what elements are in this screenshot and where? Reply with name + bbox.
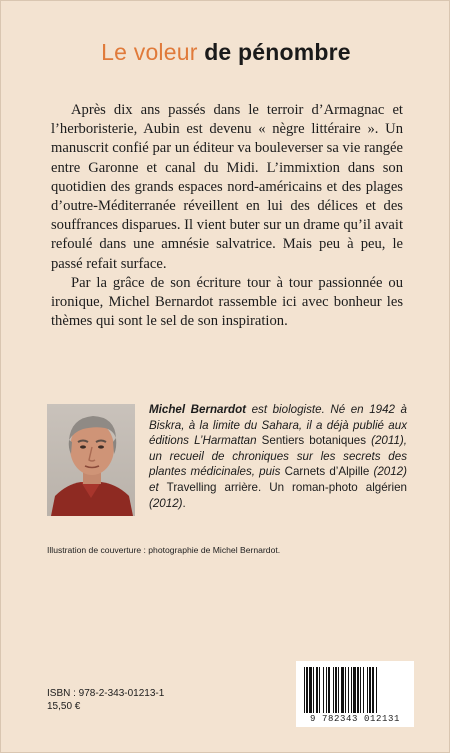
barcode-bar	[304, 667, 305, 713]
barcode-bar	[353, 667, 356, 713]
summary-paragraph-1: Après dix ans passés dans le terroir d’Armagnac et l’herboristerie, Aubin est devenu « nègre littéraire ». Un manuscrit confié par un éditeur va bouleverser sa vie rangée entre Garonne et canal du Midi. L’immixtion dans son quotidien des grands espaces nord-américains et des plages d’outre-Méditerranée réveillent en lui des délices et des souffrances disparues. Il vient buter sur un drame qu’il avait refoulé dans une amnésie salvatrice. Mais peu à peu, le passé refait surface.	[51, 102, 403, 272]
bio-publisher: L’Harmattan	[194, 434, 257, 448]
barcode-bar	[372, 667, 374, 713]
price: 15,50 €	[47, 701, 81, 712]
barcode-bars-icon	[296, 661, 414, 715]
bio-text-1: est biologiste. Né en 1942 à Biskra, à la limite du Sahara, il a déjà publié aux éditions	[149, 403, 407, 448]
barcode-bar	[309, 667, 312, 713]
barcode-bar	[369, 667, 371, 713]
barcode-bar	[326, 667, 327, 713]
barcode-bar	[376, 667, 377, 713]
barcode-bar	[316, 667, 318, 713]
barcode-bar	[351, 667, 352, 713]
bio-year-1: (2011)	[371, 434, 404, 448]
barcode-bar	[338, 667, 339, 713]
bio-end: .	[182, 496, 186, 510]
title-light-part: Le voleur	[101, 39, 198, 65]
barcode-bar	[360, 667, 361, 713]
barcode-bar	[313, 667, 314, 713]
bio-book-2: Carnets d’Alpille	[284, 465, 370, 479]
bio-text-3: et	[149, 480, 167, 494]
barcode-bar	[341, 667, 344, 713]
barcode-bar	[348, 667, 349, 713]
barcode-bar	[333, 667, 334, 713]
summary-text	[51, 101, 403, 331]
author-biography	[149, 402, 407, 511]
summary-paragraph-2: Par la grâce de son écriture tour à tour passionnée ou ironique, Michel Bernardot rassemble ici avec bonheur les thèmes qui sont le sel de son inspiration.	[51, 274, 403, 330]
title-bold-part: de pénombre	[204, 39, 351, 65]
bio-book-1: Sentiers botaniques	[256, 434, 372, 448]
barcode-bar	[319, 667, 320, 713]
barcode-bar	[345, 667, 346, 713]
barcode-bar	[367, 667, 368, 713]
cover-credit: Illustration de couverture : photographie de Michel Bernardot.	[47, 545, 281, 555]
bio-year-3: (2012)	[149, 496, 183, 510]
isbn-number: ISBN : 978-2-343-01213-1	[47, 688, 165, 699]
barcode-bar	[363, 667, 364, 713]
book-title	[1, 39, 450, 66]
barcode-digits: 9 782343 012131	[309, 714, 400, 724]
author-portrait-image	[47, 404, 135, 516]
isbn-block	[47, 687, 164, 713]
barcode-bar	[328, 667, 330, 713]
author-name: Michel Bernardot	[149, 403, 247, 416]
barcode-bar	[306, 667, 308, 713]
barcode-bar	[357, 667, 359, 713]
bio-text-2: , un recueil de chroniques sur les secrets des plantes médicinales, puis	[149, 434, 407, 479]
bio-year-2: (2012)	[369, 465, 407, 479]
bio-book-3: Travelling arrière. Un roman-photo algérien	[166, 480, 408, 494]
barcode-bar	[323, 667, 324, 713]
barcode	[296, 661, 414, 727]
author-photo	[47, 404, 135, 516]
barcode-bar	[335, 667, 337, 713]
